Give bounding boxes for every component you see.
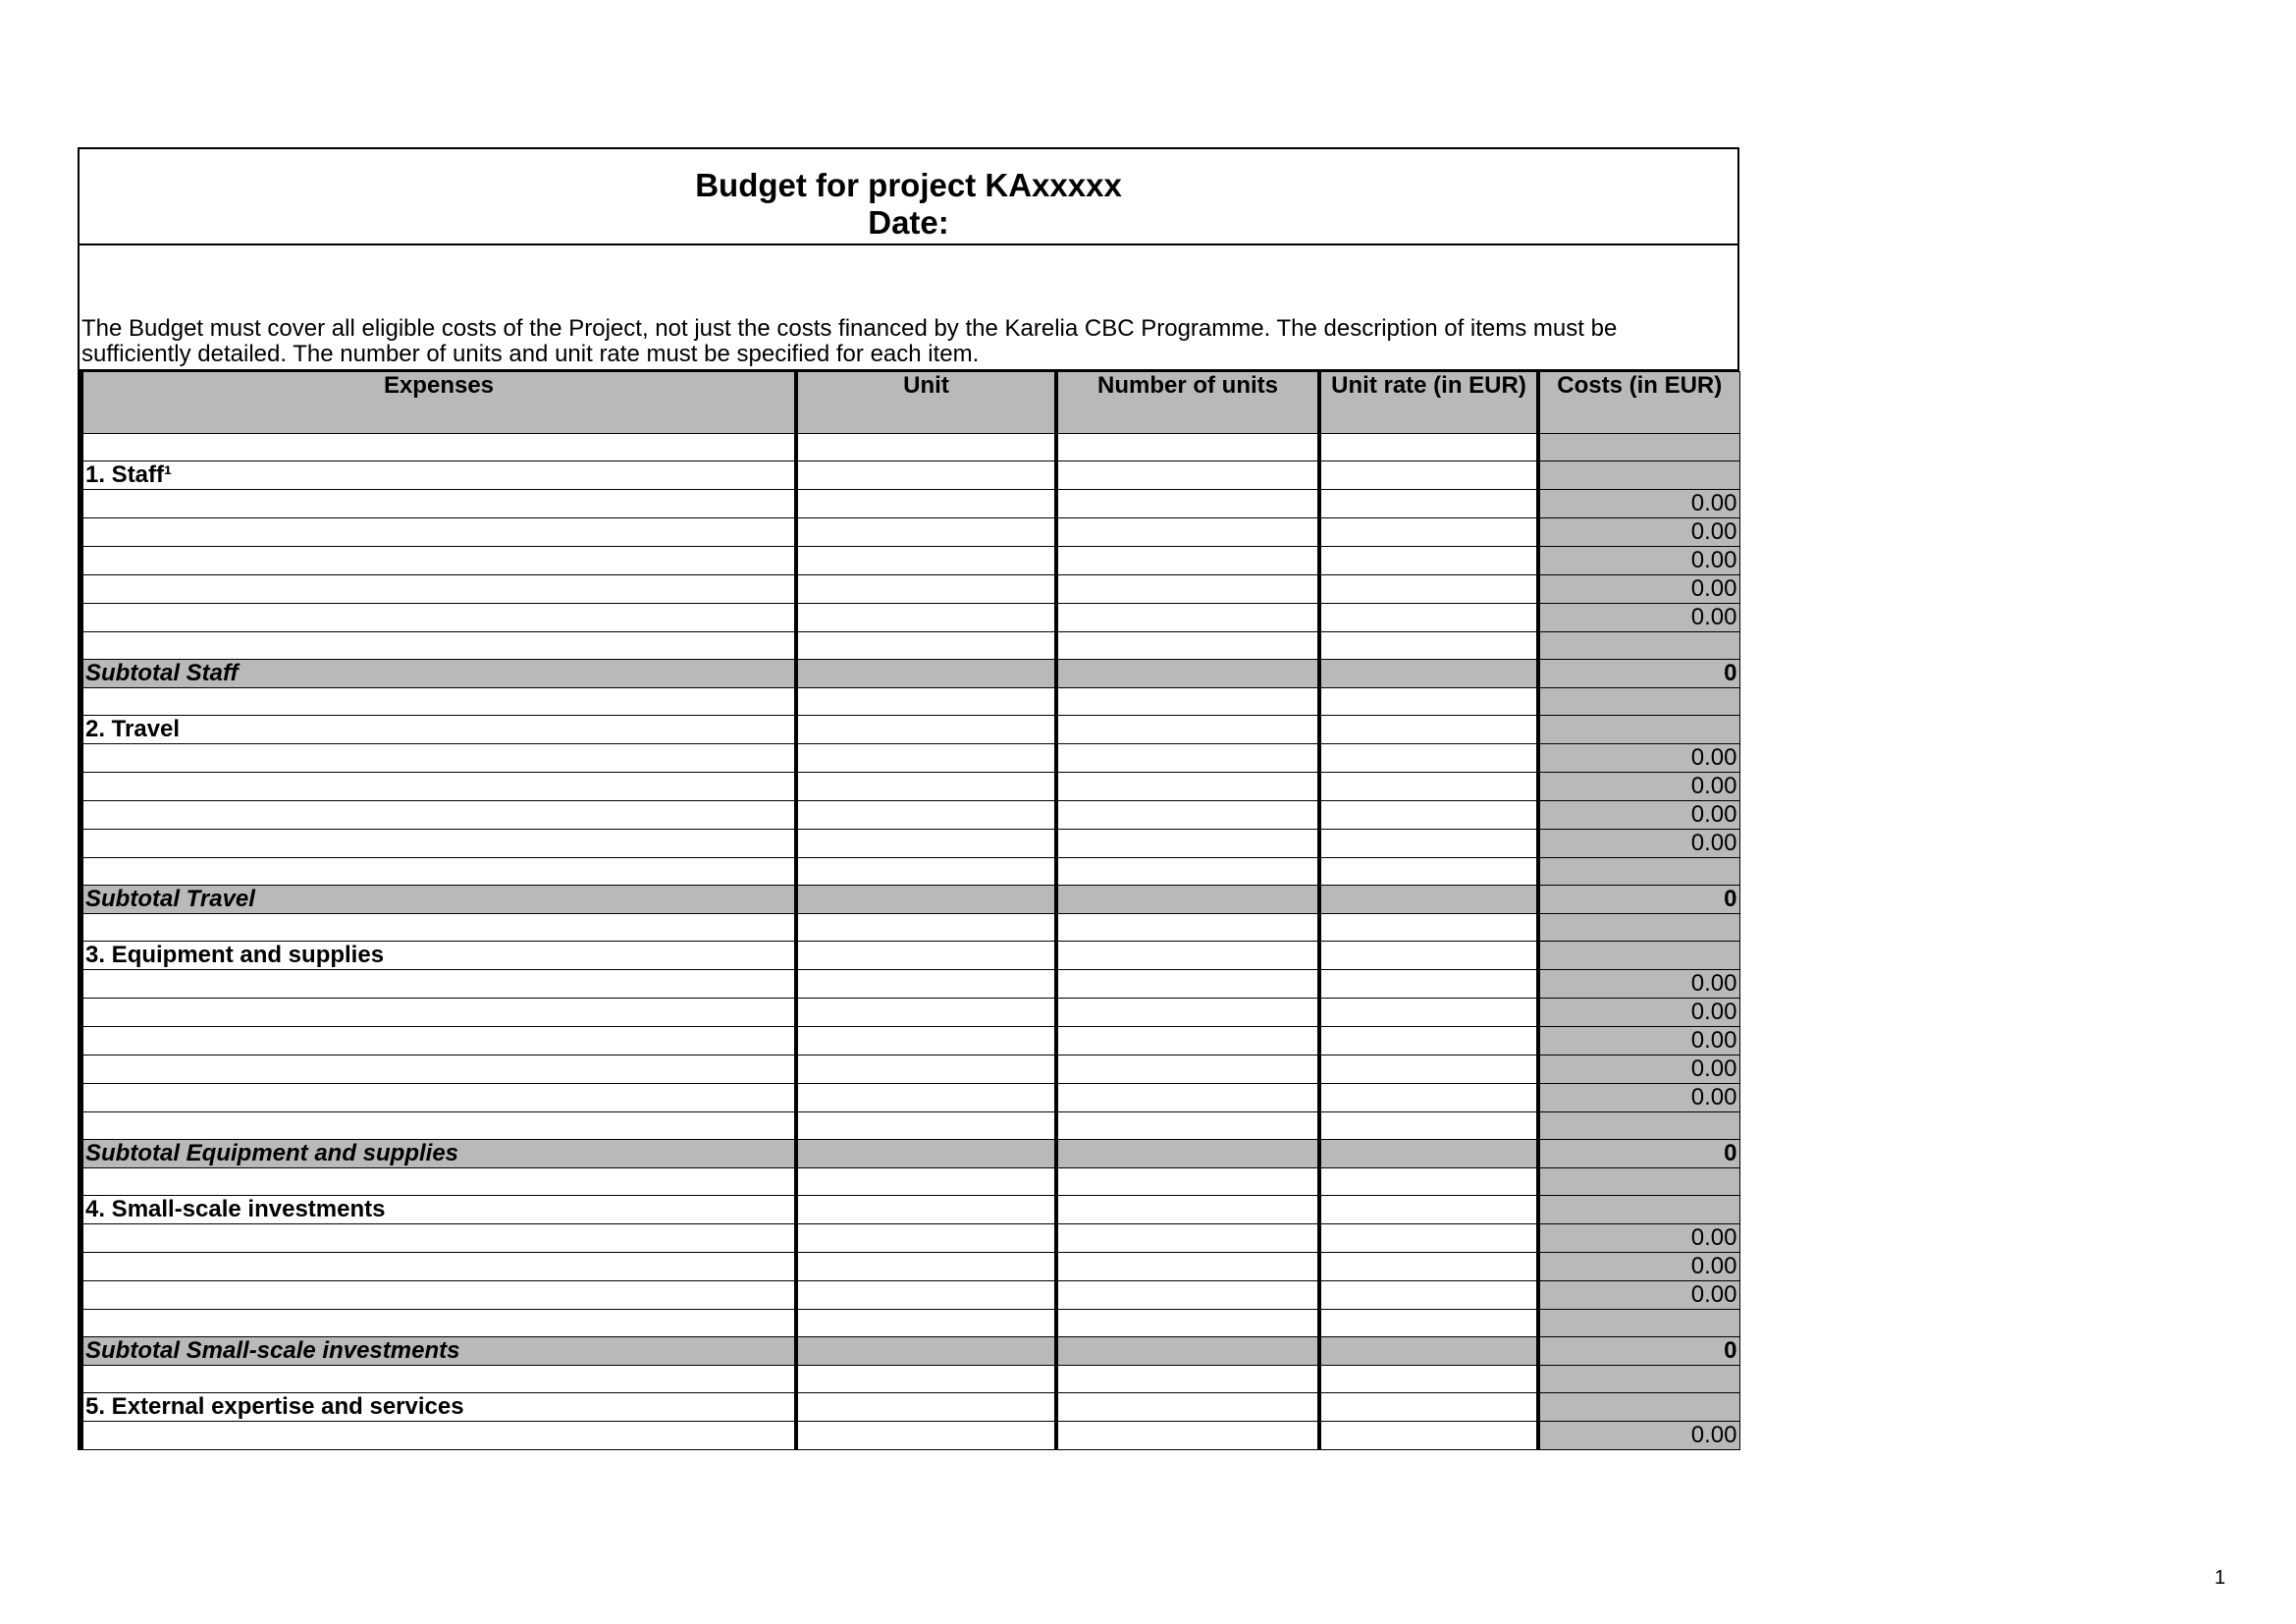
number-of-units-cell[interactable] [1056,434,1319,461]
date-label: Date: [868,204,949,241]
number-of-units-cell[interactable] [1056,716,1319,744]
table-row [81,1224,1739,1253]
unit-rate-cell[interactable] [1319,1310,1538,1337]
cost-cell[interactable]: 0.00 [1538,1224,1739,1253]
unit-rate-cell[interactable] [1319,1337,1538,1366]
expense-cell[interactable] [81,1253,796,1281]
cost-cell[interactable] [1538,1168,1739,1196]
cost-cell[interactable]: 0.00 [1538,604,1739,632]
table-row [81,1422,1739,1450]
cost-cell[interactable] [1538,942,1739,970]
unit-cell[interactable] [796,914,1056,942]
unit-rate-cell[interactable] [1319,858,1538,886]
expense-cell[interactable] [81,1027,796,1056]
table-row [81,434,1739,461]
unit-cell[interactable] [796,1366,1056,1393]
budget-sheet [78,147,1739,1450]
number-of-units-cell[interactable] [1056,1253,1319,1281]
unit-cell[interactable] [796,1112,1056,1140]
unit-cell[interactable] [796,1084,1056,1112]
unit-rate-cell[interactable] [1319,1140,1538,1168]
expense-cell[interactable]: 4. Small-scale investments [81,1196,796,1224]
expense-cell[interactable] [81,604,796,632]
cost-cell[interactable] [1538,1393,1739,1422]
number-of-units-cell[interactable] [1056,688,1319,716]
expense-cell[interactable] [81,1281,796,1310]
expense-cell[interactable] [81,547,796,575]
number-of-units-cell[interactable] [1056,970,1319,999]
expense-cell[interactable] [81,1310,796,1337]
table-row [81,858,1739,886]
unit-cell[interactable] [796,604,1056,632]
cost-cell[interactable] [1538,1196,1739,1224]
table-row [81,575,1739,604]
expense-cell[interactable] [81,1112,796,1140]
number-of-units-cell[interactable] [1056,518,1319,547]
section-row [81,942,1739,970]
expense-cell[interactable] [81,688,796,716]
unit-rate-cell[interactable] [1319,688,1538,716]
cost-cell[interactable] [1538,858,1739,886]
number-of-units-cell[interactable] [1056,1112,1319,1140]
cost-cell[interactable] [1538,1366,1739,1393]
number-of-units-cell[interactable] [1056,490,1319,518]
unit-cell[interactable] [796,518,1056,547]
table-row [81,744,1739,773]
unit-cell[interactable] [796,1253,1056,1281]
unit-cell[interactable] [796,575,1056,604]
number-of-units-cell[interactable] [1056,1281,1319,1310]
expense-cell[interactable]: 1. Staff¹ [81,461,796,490]
unit-rate-cell[interactable] [1319,518,1538,547]
number-of-units-cell[interactable] [1056,801,1319,830]
cost-cell[interactable]: 0.00 [1538,1281,1739,1310]
unit-cell[interactable] [796,434,1056,461]
expense-cell[interactable] [81,1366,796,1393]
unit-cell[interactable] [796,830,1056,858]
cost-cell[interactable]: 0.00 [1538,1253,1739,1281]
expense-cell[interactable] [81,999,796,1027]
table-row [81,1366,1739,1393]
table-row [81,801,1739,830]
unit-cell[interactable] [796,547,1056,575]
expense-cell[interactable] [81,1224,796,1253]
expense-cell[interactable]: Subtotal Small-scale investments [81,1337,796,1366]
unit-cell[interactable] [796,801,1056,830]
table-row [81,1027,1739,1056]
cost-cell[interactable]: 0 [1538,886,1739,914]
budget-table [80,371,1740,1450]
cost-cell[interactable]: 0.00 [1538,970,1739,999]
unit-rate-cell[interactable] [1319,1422,1538,1450]
cost-cell[interactable] [1538,688,1739,716]
unit-rate-cell[interactable] [1319,575,1538,604]
section-row [81,716,1739,744]
expense-cell[interactable] [81,744,796,773]
expense-cell[interactable] [81,914,796,942]
cost-cell[interactable]: 0 [1538,660,1739,688]
subtotal-row [81,1337,1739,1366]
table-row [81,490,1739,518]
unit-cell[interactable] [796,1056,1056,1084]
unit-cell[interactable] [796,773,1056,801]
unit-cell[interactable] [796,490,1056,518]
unit-cell[interactable] [796,942,1056,970]
column-header-expenses: Expenses [81,372,796,434]
unit-rate-cell[interactable] [1319,604,1538,632]
description-block [80,245,1737,371]
unit-rate-cell[interactable] [1319,830,1538,858]
title-block [80,149,1737,245]
unit-rate-cell[interactable] [1319,886,1538,914]
number-of-units-cell[interactable] [1056,1422,1319,1450]
unit-cell[interactable] [796,1140,1056,1168]
expense-cell[interactable] [81,1168,796,1196]
number-of-units-cell[interactable] [1056,886,1319,914]
unit-cell[interactable] [796,886,1056,914]
number-of-units-cell[interactable] [1056,1310,1319,1337]
unit-rate-cell[interactable] [1319,1168,1538,1196]
cost-cell[interactable]: 0.00 [1538,575,1739,604]
unit-rate-cell[interactable] [1319,1393,1538,1422]
unit-rate-cell[interactable] [1319,970,1538,999]
unit-cell[interactable] [796,970,1056,999]
unit-rate-cell[interactable] [1319,490,1538,518]
number-of-units-cell[interactable] [1056,999,1319,1027]
unit-rate-cell[interactable] [1319,632,1538,660]
unit-rate-cell[interactable] [1319,1253,1538,1281]
cost-cell[interactable] [1538,461,1739,490]
table-row [81,518,1739,547]
unit-cell[interactable] [796,1168,1056,1196]
table-row [81,1281,1739,1310]
expense-cell[interactable] [81,1056,796,1084]
number-of-units-cell[interactable] [1056,858,1319,886]
cost-cell[interactable]: 0.00 [1538,1027,1739,1056]
number-of-units-cell[interactable] [1056,604,1319,632]
cost-cell[interactable]: 0.00 [1538,518,1739,547]
expense-cell[interactable] [81,575,796,604]
cost-cell[interactable]: 0 [1538,1140,1739,1168]
unit-rate-cell[interactable] [1319,461,1538,490]
budget-description: The Budget must cover all eligible costs of the Project, not just the costs financed by the Karelia CBC Programme. The description of items must be sufficiently detailed. The number of units and unit rate must be specified for each item. [81,315,1618,367]
table-row [81,914,1739,942]
number-of-units-cell[interactable] [1056,1366,1319,1393]
number-of-units-cell[interactable] [1056,914,1319,942]
unit-rate-cell[interactable] [1319,1112,1538,1140]
unit-rate-cell[interactable] [1319,744,1538,773]
subtotal-row [81,1140,1739,1168]
unit-rate-cell[interactable] [1319,1196,1538,1224]
number-of-units-cell[interactable] [1056,1056,1319,1084]
expense-cell[interactable] [81,858,796,886]
number-of-units-cell[interactable] [1056,830,1319,858]
table-header-row [81,372,1739,434]
unit-rate-cell[interactable] [1319,1056,1538,1084]
section-row [81,1393,1739,1422]
unit-cell[interactable] [796,1281,1056,1310]
unit-rate-cell[interactable] [1319,1366,1538,1393]
table-row [81,1168,1739,1196]
unit-rate-cell[interactable] [1319,999,1538,1027]
number-of-units-cell[interactable] [1056,1084,1319,1112]
number-of-units-cell[interactable] [1056,942,1319,970]
expense-cell[interactable]: Subtotal Staff [81,660,796,688]
cost-cell[interactable] [1538,434,1739,461]
table-row [81,688,1739,716]
unit-cell[interactable] [796,744,1056,773]
unit-cell[interactable] [796,461,1056,490]
cost-cell[interactable] [1538,1310,1739,1337]
unit-rate-cell[interactable] [1319,716,1538,744]
cost-cell[interactable] [1538,716,1739,744]
table-row [81,830,1739,858]
expense-cell[interactable] [81,801,796,830]
expense-cell[interactable] [81,830,796,858]
budget-table-body [81,434,1739,1450]
column-header-unit-rate: Unit rate (in EUR) [1319,372,1538,434]
unit-rate-cell[interactable] [1319,1084,1538,1112]
table-row [81,970,1739,999]
unit-cell[interactable] [796,1393,1056,1422]
unit-cell[interactable] [796,1196,1056,1224]
expense-cell[interactable]: 5. External expertise and services [81,1393,796,1422]
unit-rate-cell[interactable] [1319,1027,1538,1056]
unit-rate-cell[interactable] [1319,801,1538,830]
unit-cell[interactable] [796,1337,1056,1366]
table-row [81,1112,1739,1140]
expense-cell[interactable] [81,632,796,660]
cost-cell[interactable]: 0.00 [1538,1056,1739,1084]
cost-cell[interactable]: 0.00 [1538,490,1739,518]
cost-cell[interactable]: 0.00 [1538,1084,1739,1112]
table-row [81,604,1739,632]
number-of-units-cell[interactable] [1056,1393,1319,1422]
table-row [81,1056,1739,1084]
unit-rate-cell[interactable] [1319,1224,1538,1253]
cost-cell[interactable]: 0.00 [1538,773,1739,801]
unit-cell[interactable] [796,1422,1056,1450]
number-of-units-cell[interactable] [1056,575,1319,604]
table-row [81,547,1739,575]
number-of-units-cell[interactable] [1056,1027,1319,1056]
page-number: 1 [2215,1567,2226,1589]
expense-cell[interactable] [81,773,796,801]
number-of-units-cell[interactable] [1056,744,1319,773]
expense-cell[interactable] [81,970,796,999]
expense-cell[interactable]: Subtotal Travel [81,886,796,914]
section-row [81,1196,1739,1224]
cost-cell[interactable]: 0.00 [1538,801,1739,830]
cost-cell[interactable]: 0.00 [1538,830,1739,858]
cost-cell[interactable] [1538,632,1739,660]
cost-cell[interactable]: 0.00 [1538,999,1739,1027]
column-header-number-of-units: Number of units [1056,372,1319,434]
section-row [81,461,1739,490]
unit-rate-cell[interactable] [1319,942,1538,970]
number-of-units-cell[interactable] [1056,1168,1319,1196]
number-of-units-cell[interactable] [1056,632,1319,660]
unit-rate-cell[interactable] [1319,660,1538,688]
unit-cell[interactable] [796,1224,1056,1253]
number-of-units-cell[interactable] [1056,547,1319,575]
unit-rate-cell[interactable] [1319,547,1538,575]
number-of-units-cell[interactable] [1056,660,1319,688]
number-of-units-cell[interactable] [1056,1337,1319,1366]
subtotal-row [81,886,1739,914]
unit-cell[interactable] [796,660,1056,688]
table-row [81,1084,1739,1112]
unit-rate-cell[interactable] [1319,1281,1538,1310]
unit-rate-cell[interactable] [1319,914,1538,942]
unit-cell[interactable] [796,632,1056,660]
expense-cell[interactable] [81,434,796,461]
page-title: Budget for project KAxxxxx [695,167,1122,203]
number-of-units-cell[interactable] [1056,773,1319,801]
table-row [81,999,1739,1027]
cost-cell[interactable] [1538,1112,1739,1140]
table-row [81,1253,1739,1281]
unit-cell[interactable] [796,858,1056,886]
unit-cell[interactable] [796,1310,1056,1337]
cost-cell[interactable]: 0 [1538,1337,1739,1366]
expense-cell[interactable] [81,1084,796,1112]
cost-cell[interactable]: 0.00 [1538,1422,1739,1450]
cost-cell[interactable] [1538,914,1739,942]
expense-cell[interactable] [81,1422,796,1450]
column-header-costs: Costs (in EUR) [1538,372,1739,434]
expense-cell[interactable]: 2. Travel [81,716,796,744]
unit-rate-cell[interactable] [1319,434,1538,461]
table-row [81,1310,1739,1337]
number-of-units-cell[interactable] [1056,1224,1319,1253]
unit-rate-cell[interactable] [1319,773,1538,801]
unit-cell[interactable] [796,688,1056,716]
expense-cell[interactable]: 3. Equipment and supplies [81,942,796,970]
expense-cell[interactable] [81,518,796,547]
unit-cell[interactable] [796,999,1056,1027]
number-of-units-cell[interactable] [1056,461,1319,490]
expense-cell[interactable] [81,490,796,518]
column-header-unit: Unit [796,372,1056,434]
table-row [81,773,1739,801]
table-row [81,632,1739,660]
number-of-units-cell[interactable] [1056,1140,1319,1168]
subtotal-row [81,660,1739,688]
cost-cell[interactable]: 0.00 [1538,744,1739,773]
cost-cell[interactable]: 0.00 [1538,547,1739,575]
unit-cell[interactable] [796,716,1056,744]
expense-cell[interactable]: Subtotal Equipment and supplies [81,1140,796,1168]
number-of-units-cell[interactable] [1056,1196,1319,1224]
unit-cell[interactable] [796,1027,1056,1056]
